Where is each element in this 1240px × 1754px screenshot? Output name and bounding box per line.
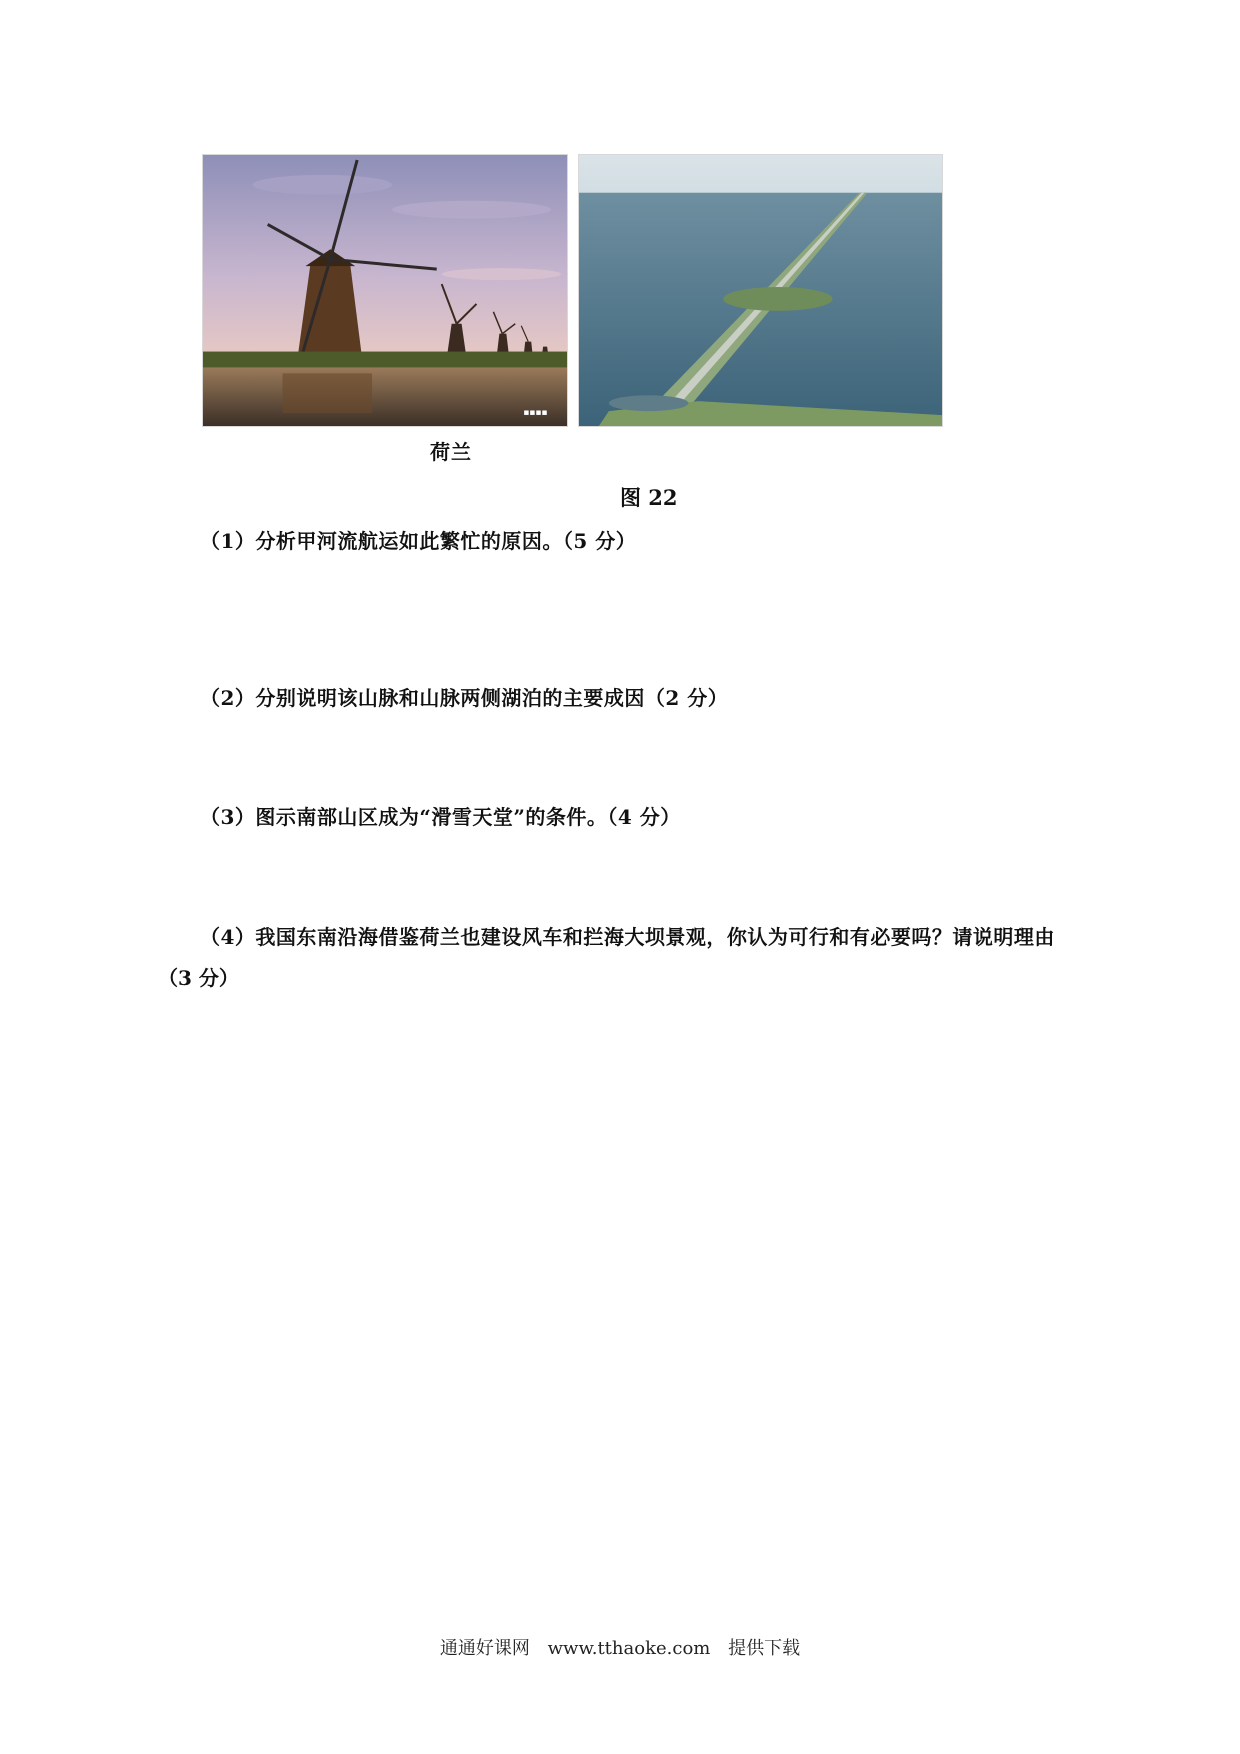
photo-caption-netherlands: 荷兰 <box>430 440 472 464</box>
sea-dam-photo <box>578 154 943 427</box>
question-1: （1）分析甲河流航运如此繁忙的原因。（5 分） <box>200 529 637 553</box>
windmill-photo <box>202 154 568 427</box>
svg-text:▪▪▪▪: ▪▪▪▪ <box>523 408 548 419</box>
question-2: （2）分别说明该山脉和山脉两侧湖泊的主要成因（2 分） <box>200 686 729 710</box>
footer-url[interactable]: www.tthaoke.com <box>547 1638 711 1659</box>
question-3: （3）图示南部山区成为“滑雪天堂”的条件。（4 分） <box>200 805 681 829</box>
page-footer <box>0 1634 1240 1660</box>
footer-site-name: 通通好课网 <box>439 1638 530 1659</box>
figure-title: 图 22 <box>620 485 678 510</box>
sea-dam-illustration <box>579 155 942 426</box>
question-4: （4）我国东南沿海借鉴荷兰也建设风车和拦海大坝景观，你认为可行和有必要吗？请说明理由 <box>200 925 1055 949</box>
footer-suffix: 提供下载 <box>728 1638 801 1659</box>
question-4-score: （3 分） <box>158 966 239 990</box>
windmill-illustration <box>203 155 567 426</box>
